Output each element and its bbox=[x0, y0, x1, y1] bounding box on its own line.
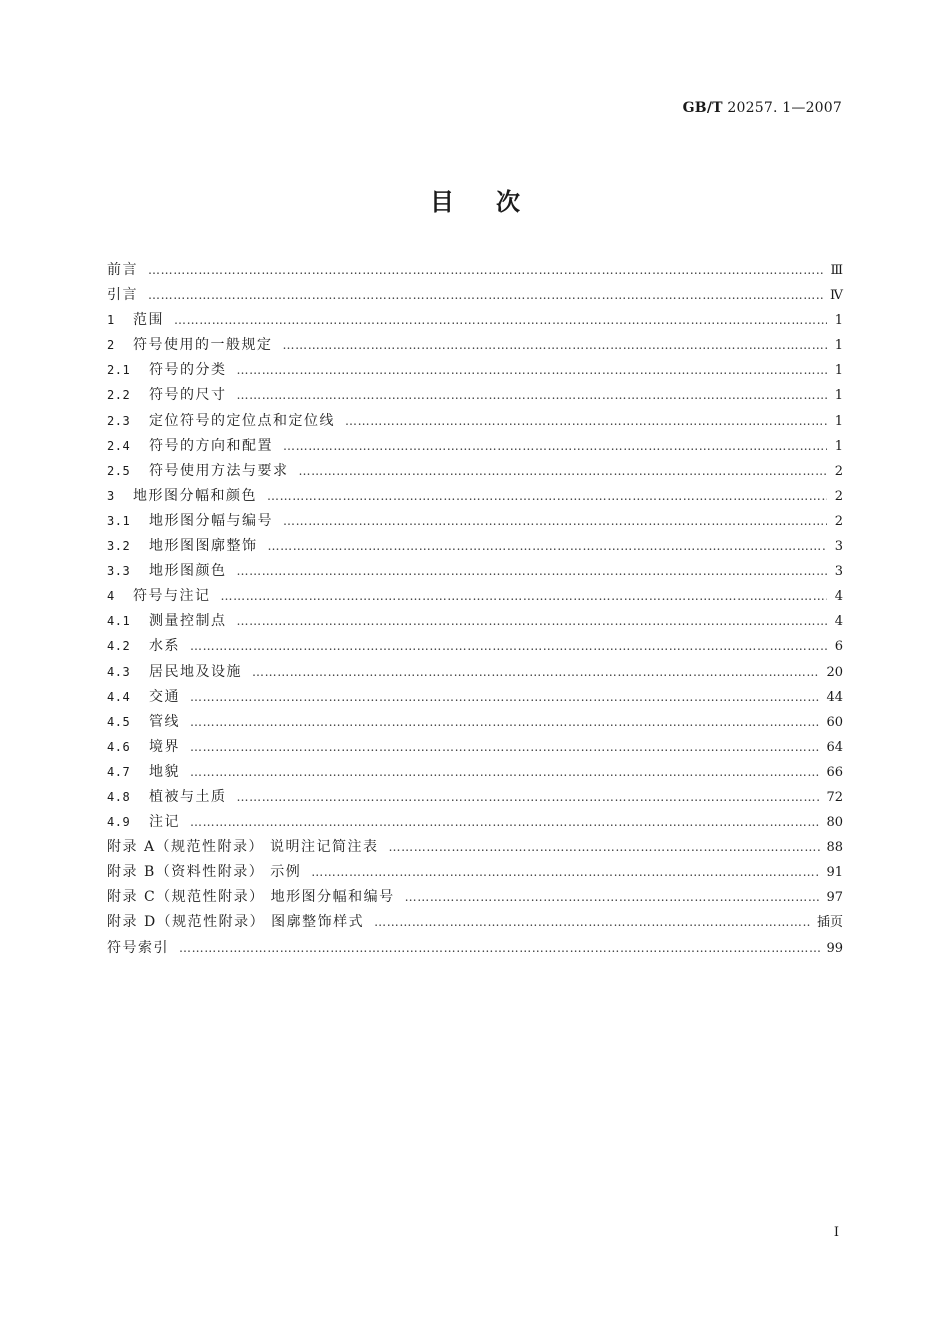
toc-entry-title: 符号使用的一般规定 bbox=[133, 337, 273, 354]
toc-entry-number: 4.9 bbox=[107, 815, 131, 830]
toc-entry-title: 附录 C（规范性附录） 地形图分幅和编号 bbox=[107, 889, 395, 906]
toc-entry-title: 管线 bbox=[149, 713, 180, 730]
toc-entry-number: 4.6 bbox=[107, 739, 131, 754]
dot-leader bbox=[237, 364, 828, 376]
toc-entry[interactable] bbox=[107, 435, 843, 460]
toc-entry-page: 3 bbox=[834, 539, 843, 555]
dot-leader bbox=[148, 289, 824, 301]
toc-entry[interactable] bbox=[107, 761, 843, 786]
toc-entry-page: 44 bbox=[826, 689, 843, 705]
toc-entry[interactable] bbox=[107, 937, 843, 962]
toc-entry-title: 植被与土质 bbox=[149, 788, 227, 805]
dot-leader bbox=[283, 339, 828, 351]
toc-entry[interactable] bbox=[107, 786, 843, 811]
toc-entry[interactable] bbox=[107, 836, 843, 861]
toc-entry-number: 1 bbox=[107, 313, 115, 328]
toc-entry-page: 97 bbox=[826, 890, 843, 906]
page-title: 目次 bbox=[430, 188, 562, 216]
dot-leader bbox=[190, 766, 820, 778]
toc-entry-number: 3.2 bbox=[107, 539, 131, 554]
toc-entry-title: 地形图颜色 bbox=[149, 563, 227, 580]
dot-leader bbox=[299, 465, 828, 477]
toc-entry[interactable] bbox=[107, 309, 843, 334]
toc-entry-title: 符号的分类 bbox=[149, 362, 227, 379]
toc-entry-title: 符号的方向和配置 bbox=[149, 437, 273, 454]
toc-entry-page: 4 bbox=[834, 589, 843, 605]
toc-entry-page: 1 bbox=[834, 388, 843, 404]
dot-leader bbox=[405, 891, 821, 903]
toc-entry-number: 4.2 bbox=[107, 639, 131, 654]
toc-entry-number: 2.1 bbox=[107, 363, 131, 378]
dot-leader bbox=[190, 691, 820, 703]
toc-entry[interactable] bbox=[107, 661, 843, 686]
toc-entry-title: 附录 D（规范性附录） 图廓整饰样式 bbox=[107, 914, 365, 931]
toc-entry[interactable] bbox=[107, 886, 843, 911]
toc-entry[interactable] bbox=[107, 610, 843, 635]
toc-entry-page: 99 bbox=[826, 940, 843, 956]
toc-entry-title: 引言 bbox=[107, 287, 138, 304]
toc-entry-title: 符号索引 bbox=[107, 939, 169, 956]
standard-code bbox=[683, 100, 842, 116]
toc-entry[interactable] bbox=[107, 359, 843, 384]
toc-entry-title: 符号使用方法与要求 bbox=[149, 462, 289, 479]
toc-entry-title: 符号与注记 bbox=[133, 588, 211, 605]
toc-entry-page: 72 bbox=[826, 789, 843, 805]
dot-leader bbox=[237, 615, 828, 627]
toc-entry-page: 66 bbox=[826, 764, 843, 780]
toc-entry-page: 1 bbox=[834, 413, 843, 429]
toc-entry-title: 附录 B（资料性附录） 示例 bbox=[107, 864, 302, 881]
toc-entry-title: 符号的尺寸 bbox=[149, 387, 227, 404]
dot-leader bbox=[345, 415, 827, 427]
toc-entry-page: 60 bbox=[826, 714, 843, 730]
toc-entry-page: 2 bbox=[834, 463, 843, 479]
toc-entry-number: 4.8 bbox=[107, 789, 131, 804]
toc-entry-page: 2 bbox=[834, 488, 843, 504]
toc-entry-page: Ⅲ bbox=[830, 263, 843, 278]
toc-entry[interactable] bbox=[107, 686, 843, 711]
toc-entry-page: 1 bbox=[834, 313, 843, 329]
toc-entry-number: 4.3 bbox=[107, 664, 131, 679]
dot-leader bbox=[389, 841, 821, 853]
toc-entry-number: 3.1 bbox=[107, 513, 131, 528]
toc-entry-title: 水系 bbox=[149, 638, 180, 655]
dot-leader bbox=[237, 791, 821, 803]
toc-entry-page: 88 bbox=[826, 840, 843, 856]
toc-entry-page: 91 bbox=[826, 865, 843, 881]
dot-leader bbox=[374, 916, 811, 928]
dot-leader bbox=[190, 716, 820, 728]
dot-leader bbox=[268, 540, 828, 552]
toc-entry-number: 2.4 bbox=[107, 438, 131, 453]
toc-entry[interactable] bbox=[107, 535, 843, 560]
toc-entry[interactable] bbox=[107, 585, 843, 610]
toc-entry-title: 地形图图廓整饰 bbox=[149, 538, 258, 555]
toc-entry-page: 4 bbox=[834, 614, 843, 630]
toc-entry[interactable] bbox=[107, 711, 843, 736]
dot-leader bbox=[190, 640, 827, 652]
toc-entry-number: 4.5 bbox=[107, 714, 131, 729]
toc-entry[interactable] bbox=[107, 460, 843, 485]
toc-entry[interactable] bbox=[107, 384, 843, 409]
toc-entry[interactable] bbox=[107, 861, 843, 886]
toc-entry-number: 4 bbox=[107, 589, 115, 604]
dot-leader bbox=[190, 741, 820, 753]
toc-entry[interactable] bbox=[107, 560, 843, 585]
toc-entry-page: 插页 bbox=[816, 915, 843, 931]
toc-entry-title: 地貌 bbox=[149, 763, 180, 780]
toc-entry-number: 3.3 bbox=[107, 564, 131, 579]
toc-entry[interactable] bbox=[107, 736, 843, 761]
toc-entry-number: 2.5 bbox=[107, 463, 131, 478]
toc-entry-title: 附录 A（规范性附录） 说明注记简注表 bbox=[107, 839, 379, 856]
toc-entry-title: 定位符号的定位点和定位线 bbox=[149, 412, 335, 429]
toc-entry[interactable] bbox=[107, 334, 843, 359]
toc-entry[interactable] bbox=[107, 911, 843, 936]
toc-entry-page: 1 bbox=[834, 438, 843, 454]
toc-entry[interactable] bbox=[107, 811, 843, 836]
standard-code-number: 20257. 1—2007 bbox=[727, 100, 842, 116]
toc-entry-number: 2.3 bbox=[107, 413, 131, 428]
dot-leader bbox=[283, 515, 827, 527]
dot-leader bbox=[179, 942, 820, 954]
dot-leader bbox=[237, 565, 828, 577]
dot-leader bbox=[311, 866, 820, 878]
dot-leader bbox=[283, 440, 827, 452]
toc-entry-number: 2 bbox=[107, 338, 115, 353]
toc-entry[interactable] bbox=[107, 510, 843, 535]
toc-entry-page: 2 bbox=[834, 513, 843, 529]
toc-entry[interactable] bbox=[107, 485, 843, 510]
toc-entry-number: 4.1 bbox=[107, 614, 131, 629]
toc-entry-title: 地形图分幅和颜色 bbox=[133, 487, 257, 504]
dot-leader bbox=[190, 816, 820, 828]
toc-entry-title: 居民地及设施 bbox=[149, 663, 242, 680]
dot-leader bbox=[267, 490, 827, 502]
toc-entry-title: 前言 bbox=[107, 262, 138, 278]
toc-entry[interactable] bbox=[107, 410, 843, 435]
toc-entry-page: 3 bbox=[834, 564, 843, 580]
toc-entry-title: 交通 bbox=[149, 688, 180, 705]
toc-entry-page: 64 bbox=[826, 739, 843, 755]
toc-entry[interactable] bbox=[107, 635, 843, 660]
dot-leader bbox=[221, 590, 828, 602]
toc-entry-page: 80 bbox=[826, 815, 843, 831]
dot-leader bbox=[148, 264, 824, 276]
toc-entry-title: 境界 bbox=[149, 738, 180, 755]
toc-entry-title: 范围 bbox=[133, 312, 164, 329]
toc-entry-page: Ⅳ bbox=[830, 288, 843, 304]
toc-entry[interactable] bbox=[107, 284, 843, 309]
toc-entry-page: 6 bbox=[834, 639, 843, 655]
standard-code-prefix: GB/T bbox=[682, 100, 723, 116]
table-of-contents bbox=[107, 259, 843, 962]
toc-entry-page: 1 bbox=[834, 363, 843, 379]
toc-entry-title: 地形图分幅与编号 bbox=[149, 512, 273, 529]
dot-leader bbox=[237, 389, 828, 401]
toc-entry-number: 4.4 bbox=[107, 689, 131, 704]
toc-entry-title: 测量控制点 bbox=[149, 613, 227, 630]
toc-entry-number: 3 bbox=[107, 488, 115, 503]
dot-leader bbox=[174, 314, 827, 326]
page-number: I bbox=[833, 1225, 839, 1240]
toc-entry-number: 4.7 bbox=[107, 764, 131, 779]
toc-entry-title: 注记 bbox=[149, 814, 180, 831]
toc-entry-page: 20 bbox=[826, 664, 843, 680]
dot-leader bbox=[252, 666, 820, 678]
toc-entry[interactable] bbox=[107, 259, 843, 284]
toc-entry-page: 1 bbox=[834, 338, 843, 354]
toc-entry-number: 2.2 bbox=[107, 388, 131, 403]
